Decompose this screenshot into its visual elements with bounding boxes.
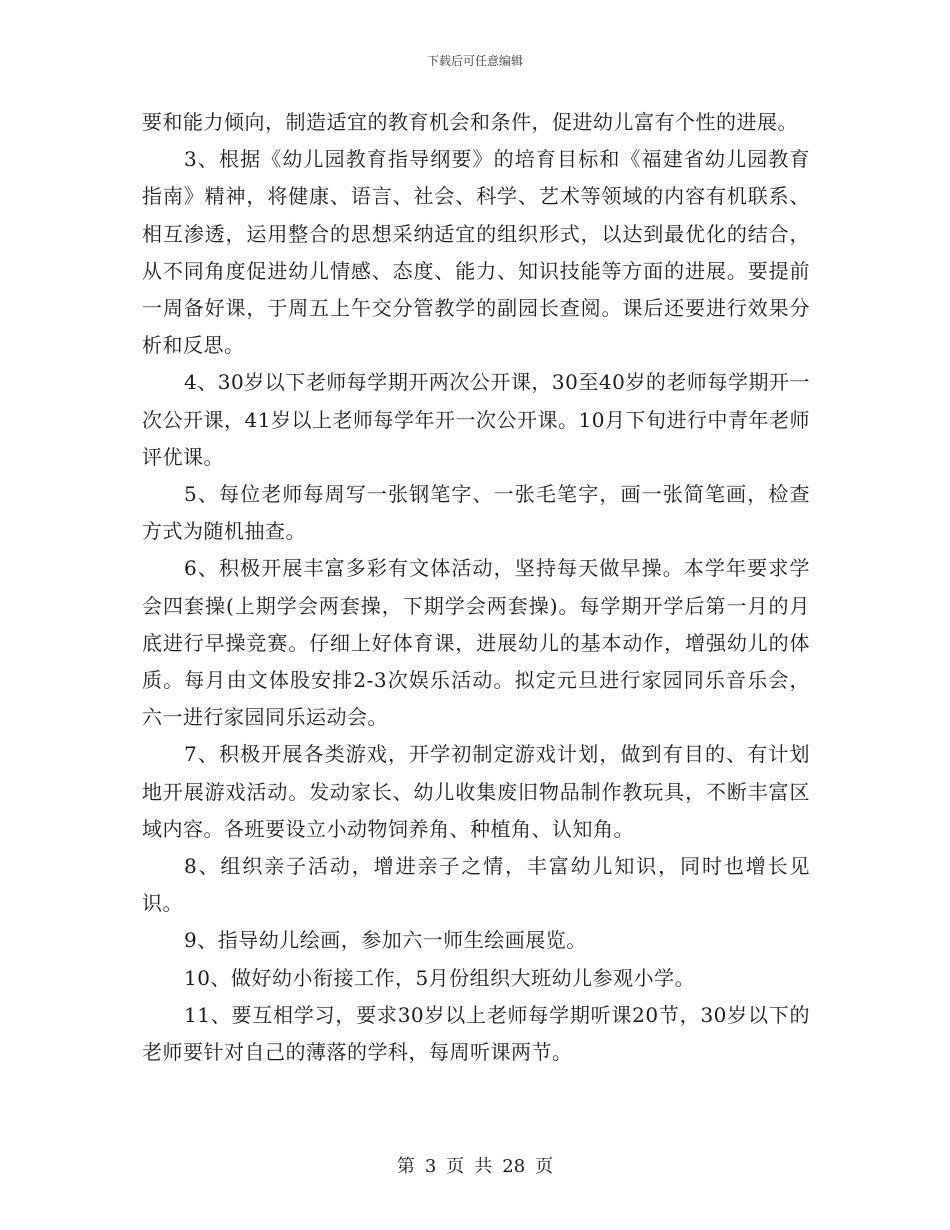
paragraph: 9、指导幼儿绘画，参加六一师生绘画展览。 xyxy=(184,928,587,953)
page-footer xyxy=(0,1152,950,1178)
paragraph: 11、要互相学习，要求30岁以上老师每学期听课20节，30岁以下的老师要针对自己的薄落的学科，每周听课两节。 xyxy=(142,1002,810,1065)
footer-current-page: 3 xyxy=(424,1156,437,1177)
paragraph: 10、做好幼小衔接工作，5月份组织大班幼儿参观小学。 xyxy=(184,965,696,990)
paragraph: 3、根据《幼儿园教育指导纲要》的培育目标和《福建省幼儿园教育指南》精神，将健康、语言、社会、科学、艺术等领域的内容有机联系、相互渗透，运用整合的思想采纳适宜的组织形式，以达到最优化的结合，从不同角度促进幼儿情感、态度、能力、知识技能等方面的进展。要提前一周备好课，于周五上午交分管教学的副园长查阅。课后还要进行效果分析和反思。 xyxy=(142,147,810,358)
paragraph: 8、组织亲子活动，增进亲子之情，丰富幼儿知识，同时也增长见识。 xyxy=(142,854,810,916)
footer-label-page: 第 xyxy=(396,1156,415,1177)
paragraph: 要和能力倾向，制造适宜的教育机会和条件，促进幼儿富有个性的进展。 xyxy=(142,110,798,134)
page-header: 下载后可任意编辑 xyxy=(426,54,523,68)
footer-total-pages: 28 xyxy=(502,1156,526,1177)
footer-label-end: 页 xyxy=(535,1156,554,1177)
paragraph: 7、积极开展各类游戏，开学初制定游戏计划，做到有目的、有计划地开展游戏活动。发动家长、幼儿收集废旧物品制作教玩具，不断丰富区域内容。各班要设立小动物饲养角、种植角、认知角。 xyxy=(142,742,810,841)
footer-label-total: 共 xyxy=(474,1156,493,1177)
paragraph: 4、30岁以下老师每学期开两次公开课，30至40岁的老师每学期开一次公开课，41岁以上老师每学年开一次公开课。10月下旬进行中青年老师评优课。 xyxy=(142,370,810,469)
paragraph: 5、每位老师每周写一张钢笔字、一张毛笔字，画一张简笔画，检查方式为随机抽查。 xyxy=(142,482,810,544)
document-body xyxy=(142,104,810,1071)
footer-label-of: 页 xyxy=(446,1156,465,1177)
paragraph: 6、积极开展丰富多彩有文体活动，坚持每天做早操。本学年要求学会四套操(上期学会两套操，下期学会两套操)。每学期开学后第一月的月底进行早操竞赛。仔细上好体育课，进展幼儿的基本动作，增强幼儿的体质。每月由文体股安排2-3次娱乐活动。拟定元旦进行家园同乐音乐会，六一进行家园同乐运动会。 xyxy=(142,556,810,730)
